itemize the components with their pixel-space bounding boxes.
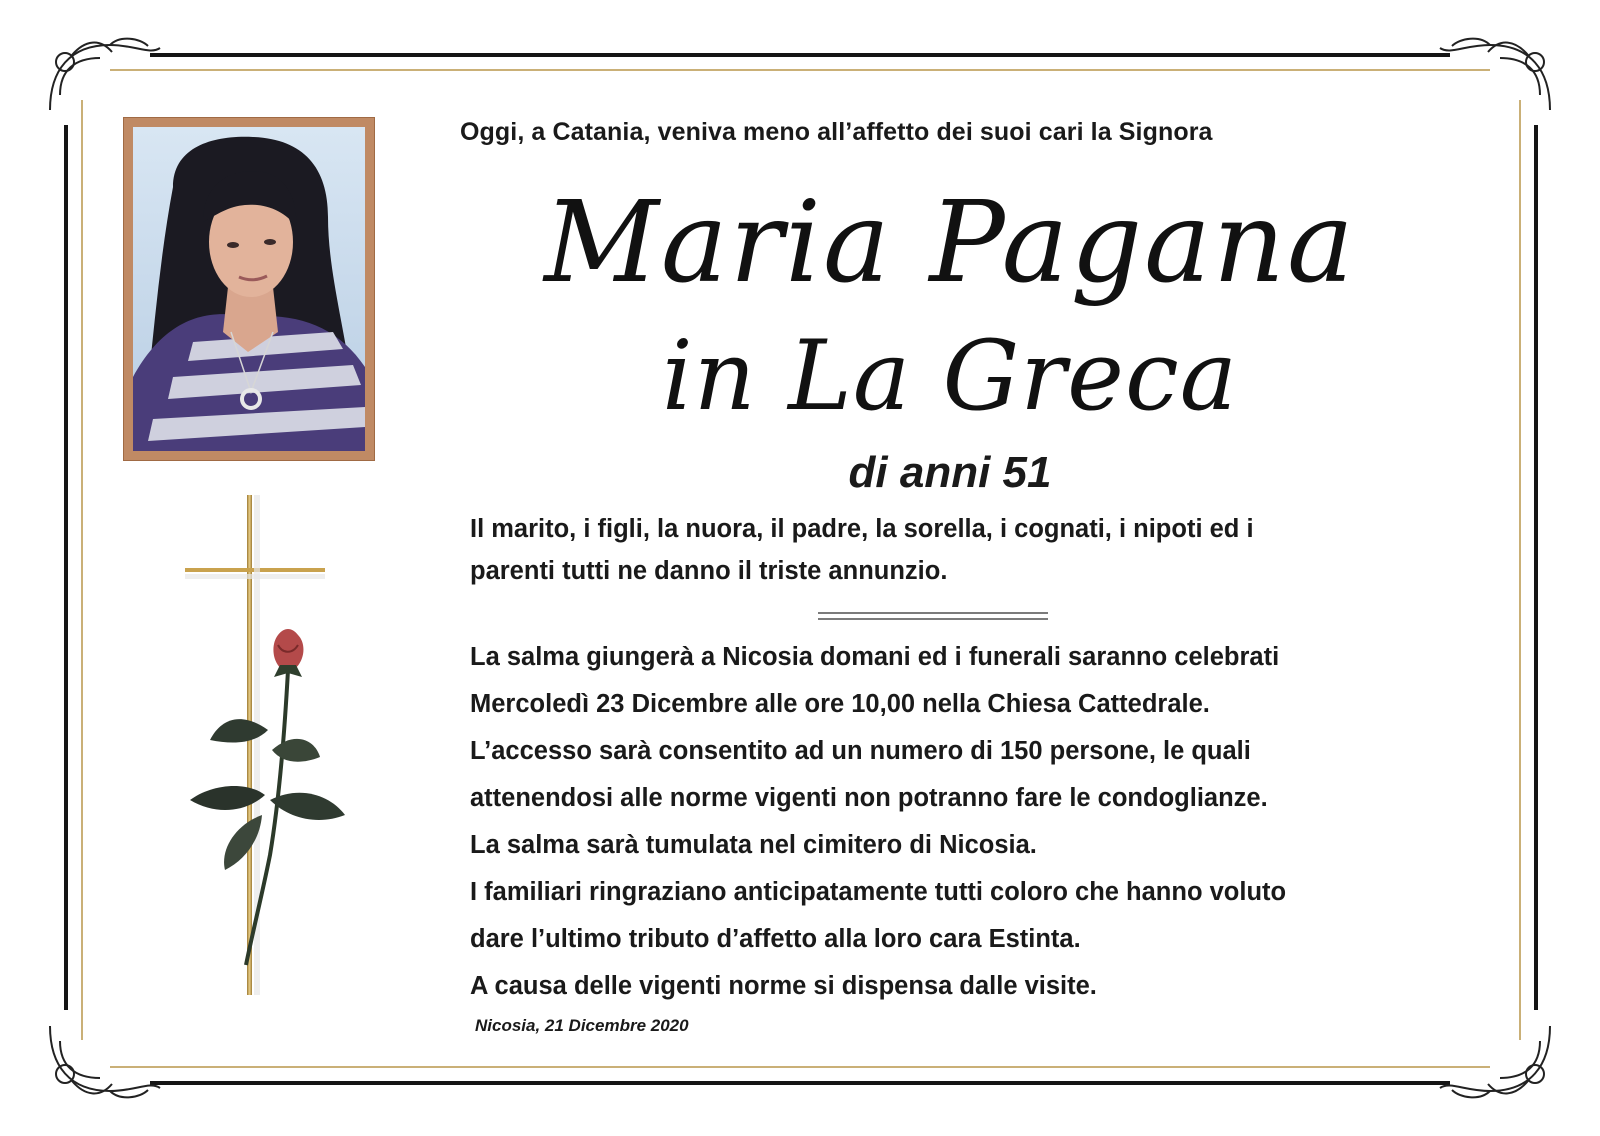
deceased-name: Maria Pagana bbox=[544, 178, 1356, 308]
rose-icon bbox=[190, 629, 345, 965]
text-line: Mercoledì 23 Dicembre alle ore 10,00 nella Chiesa Cattedrale. bbox=[470, 690, 1210, 718]
text-line: dare l’ultimo tributo d’affetto alla loro cara Estinta. bbox=[470, 925, 1081, 953]
portrait-image bbox=[133, 127, 365, 451]
text-line: L’accesso sarà consentito ad un numero di 150 persone, le quali bbox=[470, 737, 1251, 765]
cross-with-rose bbox=[170, 495, 400, 1015]
text-line: Il marito, i figli, la nuora, il padre, la sorella, i cognati, i nipoti ed i bbox=[470, 515, 1254, 543]
text-line: parenti tutti ne danno il triste annunzio. bbox=[470, 557, 948, 585]
text-line: A causa delle vigenti norme si dispensa dalle visite. bbox=[470, 972, 1097, 1000]
text-line: attenendosi alle norme vigenti non potranno fare le condoglianze. bbox=[470, 784, 1268, 812]
funeral-details bbox=[470, 636, 1430, 1012]
double-divider bbox=[818, 612, 1048, 620]
portrait-photo bbox=[124, 118, 374, 460]
place-date: Nicosia, 21 Dicembre 2020 bbox=[475, 1016, 689, 1035]
family-announcement bbox=[470, 508, 1430, 592]
text-line: I familiari ringraziano anticipatamente tutti coloro che hanno voluto bbox=[470, 878, 1287, 906]
text-line: La salma sarà tumulata nel cimitero di Nicosia. bbox=[470, 831, 1037, 859]
age-text: di anni 51 bbox=[848, 448, 1052, 497]
intro-text: Oggi, a Catania, veniva meno all’affetto dei suoi cari la Signora bbox=[460, 118, 1213, 146]
corner-flourish-icon bbox=[50, 1026, 160, 1097]
married-name: in La Greca bbox=[662, 320, 1238, 432]
text-line: La salma giungerà a Nicosia domani ed i funerali saranno celebrati bbox=[470, 643, 1280, 671]
corner-flourish-icon bbox=[1440, 1026, 1550, 1097]
corner-flourish-icon bbox=[50, 39, 160, 110]
corner-flourish-icon bbox=[1440, 39, 1550, 110]
